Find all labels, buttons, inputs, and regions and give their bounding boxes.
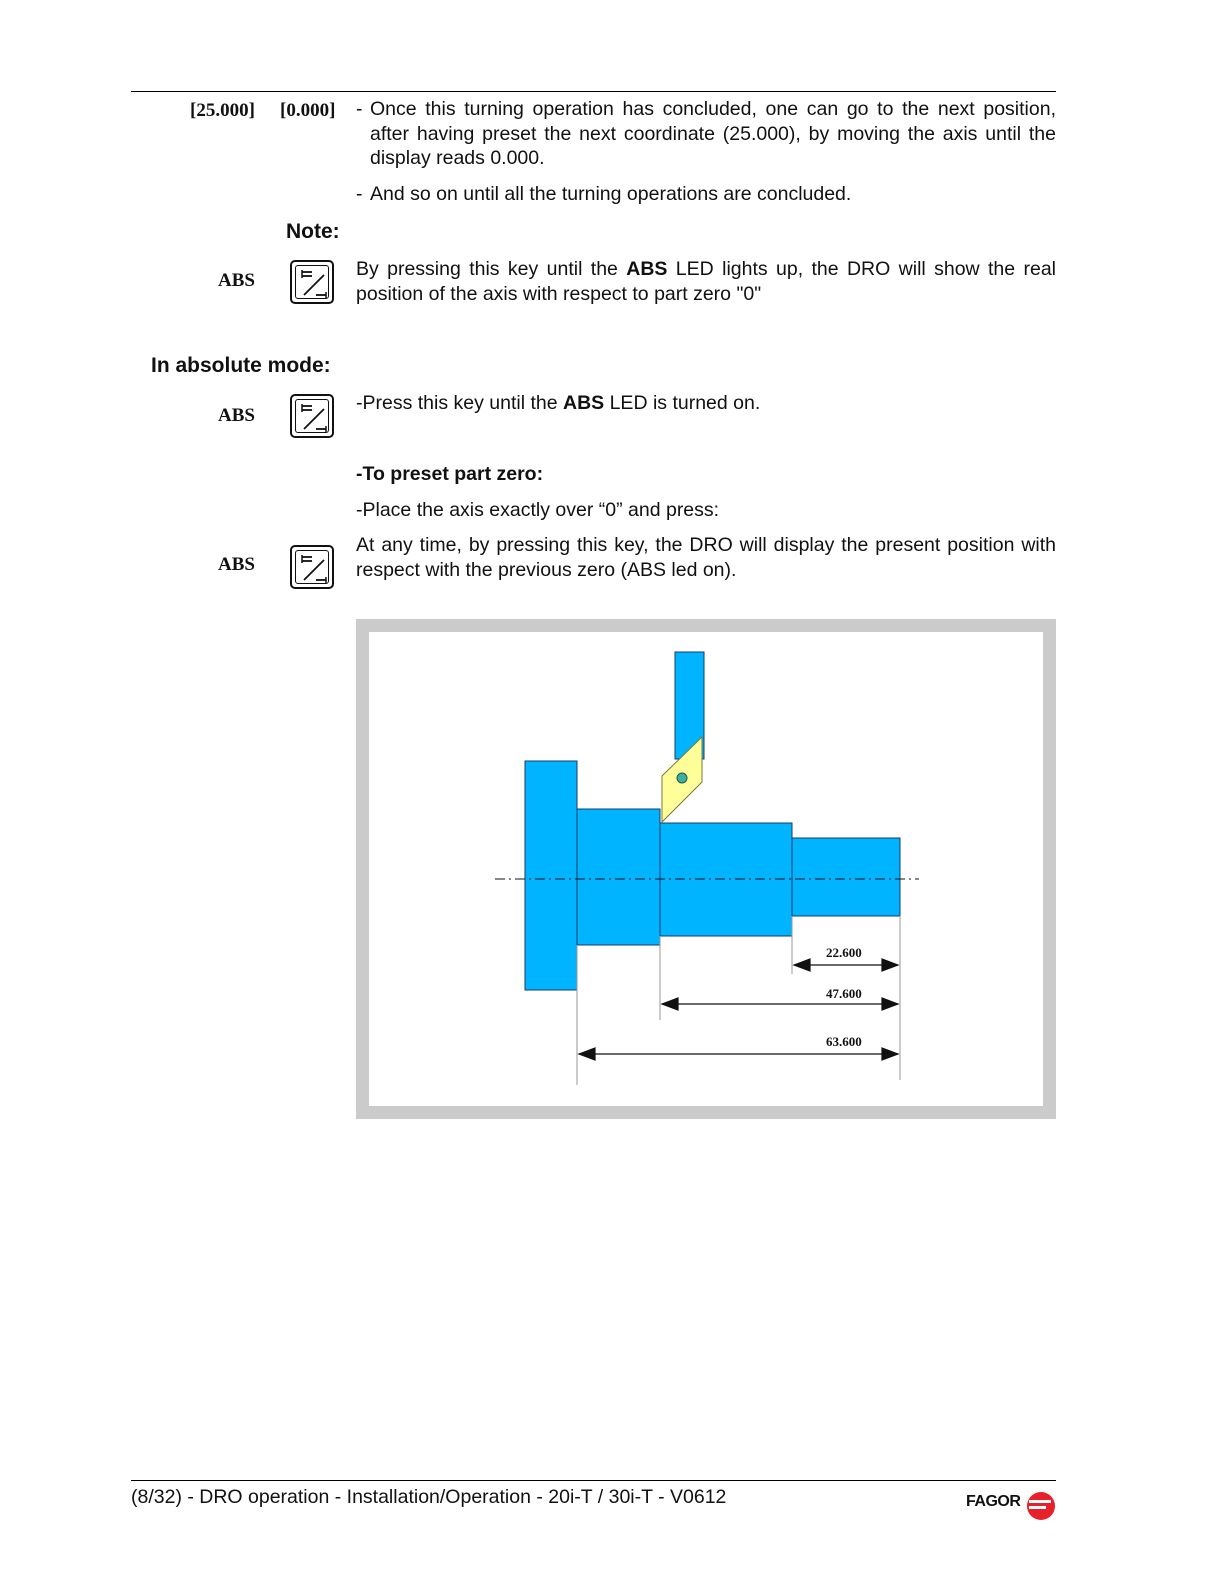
dimension-label-63600: 63.600 bbox=[826, 1034, 862, 1049]
top-rule bbox=[131, 91, 1056, 92]
dimension-47600 bbox=[662, 998, 898, 1010]
footer-text: (8/32) - DRO operation - Installation/Operation - 20i-T / 30i-T - V0612 bbox=[131, 1486, 727, 1508]
turning-diagram-frame bbox=[356, 619, 1056, 1119]
press-key-text-bold: ABS bbox=[563, 392, 605, 414]
fagor-logo-text: FAGOR bbox=[966, 1493, 1021, 1510]
paragraph-and-so-on: And so on until all the turning operations are concluded. bbox=[370, 183, 852, 205]
turning-diagram bbox=[369, 632, 1043, 1106]
press-key-text-part: LED is turned on. bbox=[604, 392, 761, 414]
abs-key-icon[interactable] bbox=[290, 545, 334, 589]
abs-key-label: ABS bbox=[218, 554, 255, 575]
insert-screw bbox=[677, 773, 687, 783]
abs-key-label: ABS bbox=[218, 405, 255, 426]
absolute-mode-heading: In absolute mode: bbox=[151, 354, 331, 377]
fagor-logo bbox=[966, 1490, 1058, 1522]
coordinate-display: [0.000] bbox=[280, 100, 336, 121]
press-key-text-part: -Press this key until the bbox=[356, 392, 563, 414]
abs-key-icon[interactable] bbox=[290, 260, 334, 304]
note-text bbox=[356, 257, 1056, 306]
note-text-part: LED lights up, the DRO will show the real position of the axis with respect to part zero "0" bbox=[356, 258, 1056, 305]
preset-zero-heading: -To preset part zero: bbox=[356, 463, 544, 485]
present-position-text: At any time, by pressing this key, the DRO will display the present position with respect with the previous zero (ABS led on). bbox=[356, 534, 1056, 581]
paragraph-turning-next: Once this turning operation has concluded, one can go to the next position, after having preset the next coordinate (25.000), by moving the axis until the display reads 0.000. bbox=[370, 98, 1056, 169]
note-text-part: By pressing this key until the bbox=[356, 258, 627, 280]
dimension-22600 bbox=[794, 959, 898, 971]
dimension-label-47600: 47.600 bbox=[826, 986, 862, 1001]
bullet-dash: - bbox=[356, 183, 363, 205]
coordinate-previous: [25.000] bbox=[190, 100, 255, 121]
press-key-text bbox=[356, 391, 760, 416]
place-axis-text: -Place the axis exactly over “0” and press: bbox=[356, 499, 720, 521]
dimension-label-22600: 22.600 bbox=[826, 945, 862, 960]
abs-key-label: ABS bbox=[218, 270, 255, 291]
fagor-logo-mark bbox=[1025, 1490, 1057, 1522]
workpiece-section-3 bbox=[792, 838, 900, 916]
workpiece-chuck-section bbox=[525, 761, 577, 990]
note-text-bold: ABS bbox=[626, 258, 668, 280]
bullet-dash: - bbox=[356, 98, 363, 120]
abs-key-icon[interactable] bbox=[290, 394, 334, 438]
note-heading: Note: bbox=[286, 220, 340, 243]
dimension-63600 bbox=[579, 1048, 898, 1060]
footer-rule bbox=[131, 1480, 1056, 1481]
workpiece-section-1 bbox=[577, 809, 660, 945]
